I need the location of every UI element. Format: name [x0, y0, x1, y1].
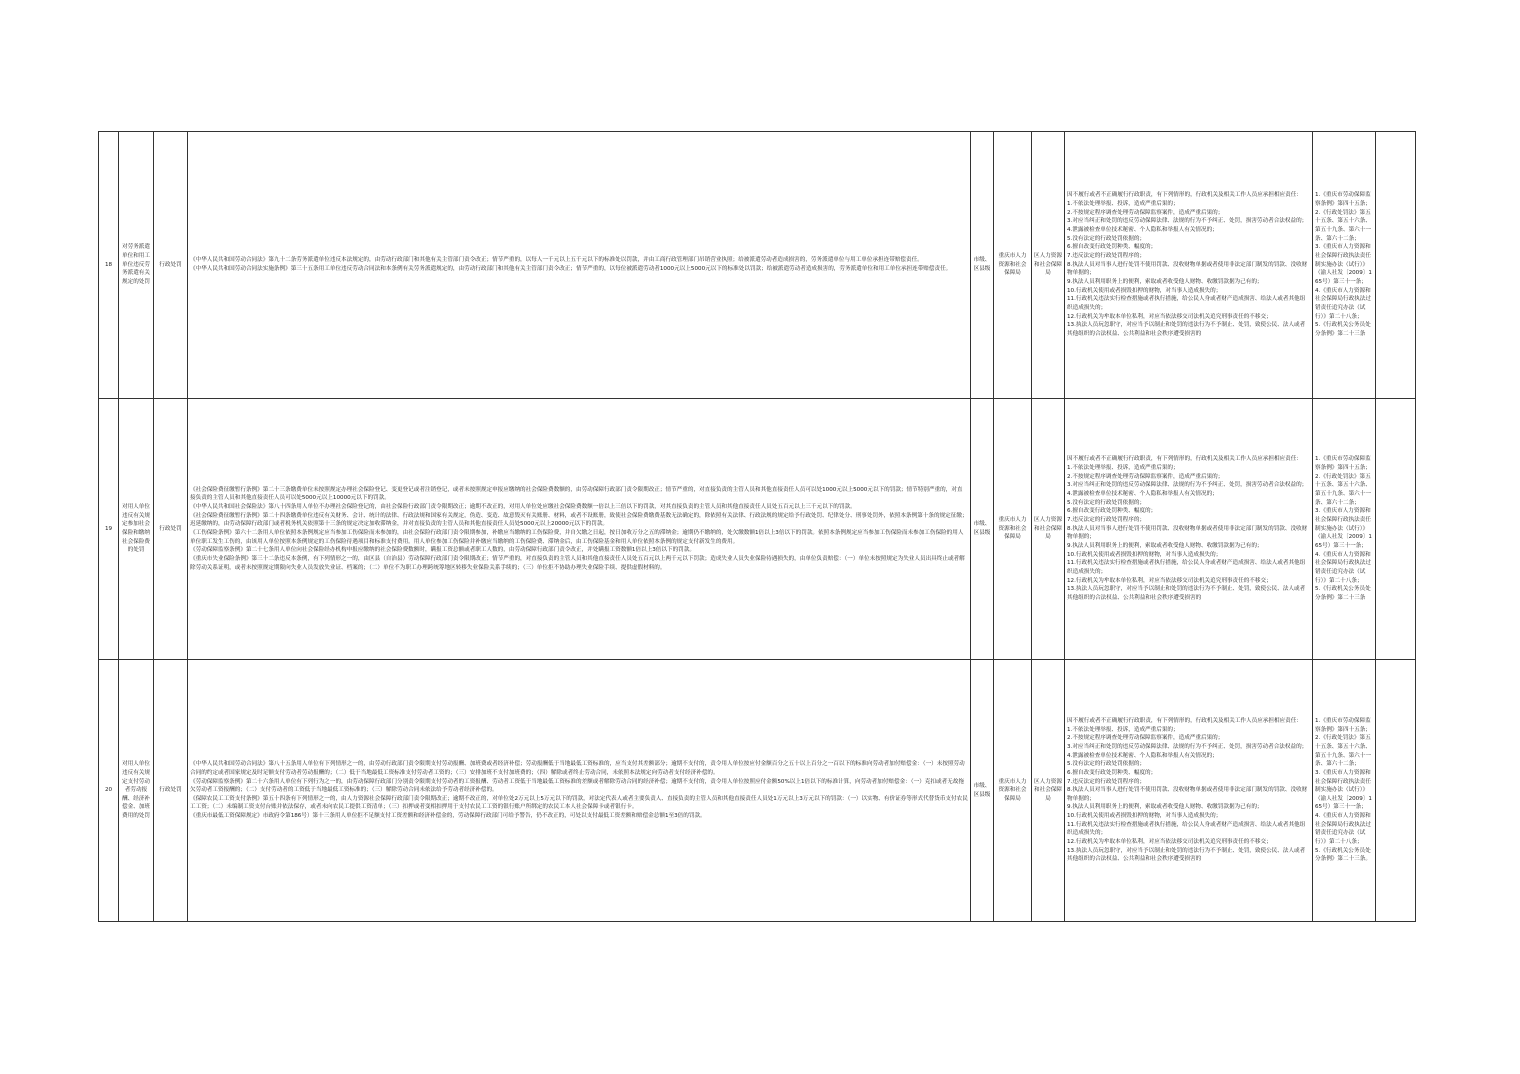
exercise-level-cell	[971, 399, 994, 660]
accountability-item: 2.不按规定程序调查处理劳动保障监察案件，造成严重后果的；	[1067, 473, 1224, 480]
accountability-item: 11.行政机关违法实行检查措施或者执行措施，给公民人身或者财产造成损害、给法人或者其他组织造成损失的；	[1067, 296, 1306, 311]
accountability-item: 1.不依法处理举报、投诉，造成严重后果的；	[1067, 201, 1179, 208]
accountability-item: 11.行政机关违法实行检查措施或者执行措施，给公民人身或者财产造成损害、给法人或者其他组织造成损失的；	[1067, 560, 1306, 575]
accountability-basis-item: 1.《重庆市劳动保障监察条例》第四十五条；	[1315, 717, 1371, 733]
legal-basis-paragraph: 《中华人民共和国社会保险法》第八十四条用人单位不办理社会保险登记的，由社会保险行政部门责令限期改正；逾期不改正的，对用人单位处应缴社会保险费数额一倍以上三倍以下的罚款，对其直接负责的主管人员和其他直接责任人员处五百元以上三千元以下的罚款。	[190, 504, 856, 511]
accountability-basis-item: 2.《行政处罚法》第五十五条、第五十六条、第五十九条、第六十一条、第六十二条；	[1315, 473, 1371, 506]
accountability-item: 3.对应当纠正和处罚的违反劳动保障法律、法规的行为不予纠正、处罚，损害劳动者合法权益的；	[1067, 218, 1308, 225]
legal-basis-paragraph: 《社会保险费征缴暂行条例》第二十三条缴费单位未按照规定办理社会保险登记、变更登记或者注销登记，或者未按照规定申报应缴纳的社会保险费数额的，由劳动保障行政部门责令限期改正；情节严重的，对直接负责的主管人员和其他直接责任人员可以处1000元以上5000元以下的罚款；情节特别严重的，对直接负责的主管人员和其他直接责任人员可以处5000元以上10000元以下的罚款。	[190, 486, 963, 502]
accountability-basis-item: 1.《重庆市劳动保障监察条例》第四十五条；	[1315, 456, 1371, 472]
accountability-basis-item: 1.《重庆市劳动保障监察条例》第四十五条；	[1315, 192, 1371, 208]
item-name-cell	[119, 660, 154, 922]
accountability-item: 1.不依法处理举报、投诉，造成严重后果的；	[1067, 726, 1179, 733]
item-number-cell	[99, 660, 119, 922]
accountability-intro: 因不履行或者不正确履行行政职责，有下列情形的，行政机关及相关工作人员应承担相应责任：	[1067, 717, 1302, 724]
accountability-item: 9.执法人员利用职务上的便利，索取或者收受他人财物、收缴罚款据为己有的；	[1067, 278, 1263, 285]
implementing-dept: 重庆市人力资源和社会保障局	[998, 778, 1027, 802]
accountability-item: 4.泄露被检查单位技术秘密、个人隐私和举报人有关情况的；	[1067, 752, 1218, 759]
item-number: 20	[104, 787, 113, 794]
accountability-intro: 因不履行或者不正确履行行政职责，有下列情形的，行政机关及相关工作人员应承担相应责任：	[1067, 456, 1302, 463]
accountability-item: 10.行政机关使用或者损毁扣押的财物，对当事人造成损失的；	[1067, 551, 1222, 558]
legal-basis-paragraph: 《中华人民共和国劳动合同法》第九十二条劳务派遣单位违反本法规定的，由劳动行政部门和其他有关主管部门责令改正；情节严重的，以每人一千元以上五千元以下的标准处以罚款，并由工商行政管理部门吊销营业执照；给被派遣劳动者造成损害的，劳务派遣单位与用工单位承担连带赔偿责任。	[190, 257, 923, 264]
responsible-unit-cell	[1032, 660, 1065, 922]
accountability-item: 2.不按规定程序调查处理劳动保障监察案件，造成严重后果的；	[1067, 209, 1224, 216]
item-name-cell	[119, 132, 154, 399]
power-type: 行政处罚	[159, 261, 182, 268]
accountability-intro: 因不履行或者不正确履行行政职责，有下列情形的，行政机关及相关工作人员应承担相应责任：	[1067, 192, 1302, 199]
legal-basis-paragraph: 《重庆市失业保险条例》第三十二条违反本条例，有下列情形之一的，由区县（自治县）劳动保障行政部门责令限期改正；情节严重的，对直接负责的主管人员和其他直接责任人员处五百元以上两千元以下罚款；造成失业人员失业保险待遇损失的，由单位负责赔偿：（一）单位未按照规定为失业人员出具终止或者解除劳动关系证明，或者未按照规定期限向失业人员发放失业证、档案的；（二）单位不为职工办理跨统筹地区转移失业保险关系手续的；（三）单位拒不协助办理失业保险手续、提供虚假材料的。	[190, 555, 965, 571]
accountability-item: 10.行政机关使用或者损毁扣押的财物，对当事人造成损失的；	[1067, 813, 1222, 820]
accountability-item: 5.没有法定的行政处罚依据的；	[1067, 499, 1146, 506]
accountability-basis-item: 4.《重庆市人力资源和社会保障局行政执法过错责任追究办法（试行）》第二十八条；	[1315, 813, 1371, 846]
accountability-item: 8.执法人员对当事人进行处罚不使用罚款、没收财物单据或者使用非法定部门制发的罚款、没收财物单据的；	[1067, 261, 1308, 277]
accountability-item: 4.泄露被检查单位技术秘密、个人隐私和举报人有关情况的；	[1067, 227, 1218, 234]
exercise-level: 市级、区县级	[973, 782, 991, 798]
legal-basis-cell	[188, 132, 971, 399]
item-name: 对劳务派遣单位和用工单位违反劳务派遣有关规定的处罚	[122, 244, 150, 285]
accountability-cell	[1065, 660, 1313, 922]
implementing-dept: 重庆市人力资源和社会保障局	[998, 517, 1027, 541]
exercise-level: 市级、区县级	[973, 257, 991, 272]
accountability-basis-item: 5.《行政机关公务员处分条例》第二十三条	[1315, 586, 1371, 601]
accountability-item: 8.执法人员对当事人进行处罚不使用罚款、没收财物单据或者使用非法定部门制发的罚款、没收财物单据的；	[1067, 787, 1308, 802]
table-row	[99, 660, 1416, 922]
accountability-item: 1.不依法处理举报、投诉，造成严重后果的；	[1067, 465, 1179, 472]
accountability-item: 6.擅自改变行政处罚种类、幅度的；	[1067, 508, 1157, 515]
responsible-unit-cell	[1032, 399, 1065, 660]
remarks-cell	[1376, 132, 1416, 399]
legal-basis-cell	[188, 399, 971, 660]
power-list-table	[98, 131, 1416, 922]
item-name-cell	[119, 399, 154, 660]
accountability-cell	[1065, 399, 1313, 660]
accountability-item: 6.擅自改变行政处罚种类、幅度的；	[1067, 769, 1157, 776]
power-type-cell	[154, 399, 188, 660]
accountability-item: 9.执法人员利用职务上的便利，索取或者收受他人财物、收缴罚款据为己有的；	[1067, 542, 1263, 549]
responsible-unit: 区人力资源和社会保障局	[1034, 517, 1062, 541]
accountability-basis-item: 3.《重庆市人力资源和社会保障行政执法责任制实施办法（试行）》（渝人社发〔2009〕165号）第三十一条；	[1315, 769, 1372, 811]
legal-basis-paragraph: 《中华人民共和国劳动合同法实施条例》第三十五条用工单位违反劳动合同法和本条例有关劳务派遣规定的，由劳动行政部门和其他有关主管部门责令改正；情节严重的，以每位被派遣劳动者1000元以上5000元以下的标准处以罚款；给被派遣劳动者造成损害的，劳务派遣单位和用工单位承担连带赔偿责任。	[190, 266, 952, 272]
implementing-dept-cell	[994, 132, 1032, 399]
item-name: 对用人单位违反有关规定参加社会保险和缴纳社会保险费的处罚	[122, 504, 150, 554]
item-number: 19	[104, 525, 113, 532]
accountability-item: 8.执法人员对当事人进行处罚不使用罚款、没收财物单据或者使用非法定部门制发的罚款、没收财物单据的；	[1067, 525, 1308, 541]
accountability-item: 11.行政机关违法实行检查措施或者执行措施，给公民人身或者财产造成损害、给法人或者其他组织造成损失的；	[1067, 821, 1306, 837]
power-type: 行政处罚	[159, 787, 182, 794]
accountability-item: 13.执法人员玩忽职守，对应当予以制止和处罚的违法行为不予制止、处罚，致使公民、法人或者其他组织的合法权益、公共利益和社会秩序遭受损害的	[1067, 847, 1306, 863]
accountability-item: 13.执法人员玩忽职守，对应当予以制止和处罚的违法行为不予制止、处罚，致使公民、法人或者其他组织的合法权益、公共利益和社会秩序遭受损害的	[1067, 586, 1306, 601]
accountability-cell	[1065, 132, 1313, 399]
accountability-basis-item: 3.《重庆市人力资源和社会保障行政执法责任制实施办法（试行）》（渝人社发〔2009〕165号）第三十一条；	[1315, 508, 1372, 549]
legal-basis-paragraph: 《社会保险费征缴暂行条例》第二十四条缴费单位违反有关财务、会计、统计的法律、行政法规和国家有关规定，伪造、变造、故意毁灭有关账册、材料，或者不设账册，致使社会保险费缴费基数无法确定的，除依照有关法律、行政法规的规定给予行政处罚、纪律处分、刑事处罚外，依照本条例第十条的规定征缴；迟延缴纳的，由劳动保障行政部门或者税务机关依照第十三条的规定决定加收滞纳金，并对直接负责的主管人员和其他直接责任人员处5000元以上20000元以下的罚款。	[190, 512, 968, 528]
accountability-item: 4.泄露被检查单位技术秘密、个人隐私和举报人有关情况的；	[1067, 491, 1218, 498]
power-type-cell	[154, 660, 188, 922]
legal-basis-paragraph: 《保障农民工工资支付条例》第五十四条有下列情形之一的，由人力资源社会保障行政部门责令限期改正；逾期不改正的，对单位处2万元以上5万元以下的罚款，对法定代表人或者主要负责人、直接负责的主管人员和其他直接责任人员处1万元以上3万元以下的罚款：（一）以实物、有价证券等形式代替货币支付农民工工资；（二）未编制工资支付台账并依法保存，或者未向农民工提供工资清单；（三）扣押或者变相扣押用于支付农民工工资的银行账户所绑定的农民工本人社会保障卡或者银行卡。	[190, 795, 968, 811]
accountability-basis-item: 4.《重庆市人力资源和社会保障局行政执法过错责任追究办法（试行）》第二十八条；	[1315, 287, 1371, 320]
accountability-item: 10.行政机关使用或者损毁扣押的财物，对当事人造成损失的；	[1067, 287, 1222, 294]
accountability-basis-cell	[1313, 399, 1376, 660]
accountability-item: 7.违反法定的行政处罚程序的；	[1067, 778, 1146, 785]
accountability-item: 3.对应当纠正和处罚的违反劳动保障法律、法规的行为不予纠正、处罚，损害劳动者合法权益的；	[1067, 743, 1308, 750]
legal-basis-cell	[188, 660, 971, 922]
remarks-cell	[1376, 660, 1416, 922]
table-row	[99, 132, 1416, 399]
accountability-item: 5.没有法定的行政处罚依据的；	[1067, 761, 1146, 768]
accountability-item: 12.行政机关为牟取本单位私利，对应当依法移交司法机关追究刑事责任的不移交；	[1067, 577, 1272, 584]
item-number-cell	[99, 132, 119, 399]
accountability-item: 12.行政机关为牟取本单位私利，对应当依法移交司法机关追究刑事责任的不移交；	[1067, 839, 1272, 846]
implementing-dept: 重庆市人力资源和社会保障局	[998, 253, 1027, 277]
accountability-item: 7.违反法定的行政处罚程序的；	[1067, 253, 1146, 260]
accountability-basis-item: 2.《行政处罚法》第五十五条、第五十六条、第五十九条、第六十一条、第六十二条；	[1315, 735, 1371, 768]
accountability-item: 13.执法人员玩忽职守，对应当予以制止和处罚的违法行为不予制止、处罚，致使公民、法人或者其他组织的合法权益、公共利益和社会秩序遭受损害的	[1067, 322, 1306, 337]
legal-basis-paragraph: 《劳动保障监察条例》第二十七条用人单位向社会保险经办机构申报应缴纳的社会保险费数额时，瞒报工资总额或者职工人数的，由劳动保障行政部门责令改正，并处瞒报工资数额1倍以上3倍以下的罚款。	[190, 547, 695, 554]
accountability-basis-item: 4.《重庆市人力资源和社会保障局行政执法过错责任追究办法（试行）》第二十八条；	[1315, 551, 1371, 584]
accountability-item: 5.没有法定的行政处罚依据的；	[1067, 235, 1146, 242]
legal-basis-paragraph: 《工伤保险条例》第六十二条用人单位依照本条例规定应当参加工伤保险而未参加的，由社会保险行政部门责令限期参加，补缴应当缴纳的工伤保险费，并自欠缴之日起，按日加收万分之五的滞纳金；逾期仍不缴纳的，处欠缴数额1倍以上3倍以下的罚款。依照本条例规定应当参加工伤保险而未参加工伤保险的用人单位职工发生工伤的，由该用人单位按照本条例规定的工伤保险待遇项目和标准支付费用。用人单位参加工伤保险并补缴应当缴纳的工伤保险费、滞纳金后，由工伤保险基金和用人单位依照本条例的规定支付新发生的费用。	[190, 530, 964, 545]
accountability-basis-cell	[1313, 132, 1376, 399]
implementing-dept-cell	[994, 399, 1032, 660]
accountability-item: 7.违反法定的行政处罚程序的；	[1067, 517, 1146, 524]
accountability-basis-item: 5.《行政机关公务员处分条例》第二十三条	[1315, 322, 1371, 337]
exercise-level-cell	[971, 132, 994, 399]
accountability-item: 3.对应当纠正和处罚的违反劳动保障法律、法规的行为不予纠正、处罚，损害劳动者合法权益的；	[1067, 482, 1308, 489]
accountability-basis-item: 5.《行政机关公务员处分条例》第二十三条。	[1315, 847, 1371, 863]
remarks-cell	[1376, 399, 1416, 660]
item-number: 18	[104, 261, 113, 268]
legal-basis-paragraph: 《中华人民共和国劳动合同法》第八十五条用人单位有下列情形之一的，由劳动行政部门责令限期支付劳动报酬、加班费或者经济补偿；劳动报酬低于当地最低工资标准的，应当支付其差额部分；逾期不支付的，责令用人单位按应付金额百分之五十以上百分之一百以下的标准向劳动者加付赔偿金：（一）未按照劳动合同的约定或者国家规定及时足额支付劳动者劳动报酬的；（二）低于当地最低工资标准支付劳动者工资的；（三）安排加班不支付加班费的；（四）解除或者终止劳动合同，未依照本法规定向劳动者支付经济补偿的。	[190, 761, 965, 776]
power-type: 行政处罚	[159, 525, 182, 532]
accountability-basis-item: 3.《重庆市人力资源和社会保障行政执法责任制实施办法（试行）》（渝人社发〔2009〕165号）第三十一条；	[1315, 244, 1372, 285]
table-row	[99, 399, 1416, 660]
responsible-unit-cell	[1032, 132, 1065, 399]
item-number-cell	[99, 399, 119, 660]
responsible-unit: 区人力资源和社会保障局	[1034, 253, 1062, 277]
accountability-item: 6.擅自改变行政处罚种类、幅度的；	[1067, 244, 1157, 251]
power-type-cell	[154, 132, 188, 399]
exercise-level-cell	[971, 660, 994, 922]
accountability-item: 9.执法人员利用职务上的便利，索取或者收受他人财物、收缴罚款据为己有的；	[1067, 804, 1263, 811]
accountability-basis-cell	[1313, 660, 1376, 922]
accountability-item: 2.不按规定程序调查处理劳动保障监察案件，造成严重后果的；	[1067, 735, 1224, 742]
accountability-basis-item: 2.《行政处罚法》第五十五条、第五十六条、第五十九条、第六十一条、第六十二条；	[1315, 209, 1371, 242]
accountability-item: 12.行政机关为牟取本单位私利，对应当依法移交司法机关追究刑事责任的不移交；	[1067, 313, 1272, 320]
exercise-level: 市级、区县级	[973, 521, 991, 536]
legal-basis-paragraph: 《重庆市最低工资保障规定》市政府令第186号）第十三条用人单位拒不足额支付工资差额和经济补偿金的，劳动保障行政部门可给予警告，仍不改正的，可处以支付最低工资差额和赔偿金总额1至3倍的罚款。	[190, 813, 706, 820]
legal-basis-paragraph: 《劳动保障监察条例》第二十六条用人单位有下列行为之一的，由劳动保障行政部门分别责令限期支付劳动者的工资报酬、劳动者工资低于当地最低工资标准的差额或者解除劳动合同的经济补偿；逾期不支付的，责令用人单位按照应付金额50%以上1倍以下的标准计算，向劳动者加付赔偿金：（一）克扣或者无故拖欠劳动者工资报酬的；（二）支付劳动者的工资低于当地最低工资标准的；（三）解除劳动合同未依法给予劳动者经济补偿的。	[190, 778, 964, 794]
implementing-dept-cell	[994, 660, 1032, 922]
item-name: 对用人单位违反有关规定支付劳动者劳动报酬、经济补偿金、加班费用的处罚	[122, 761, 150, 820]
responsible-unit: 区人力资源和社会保障局	[1034, 778, 1062, 802]
